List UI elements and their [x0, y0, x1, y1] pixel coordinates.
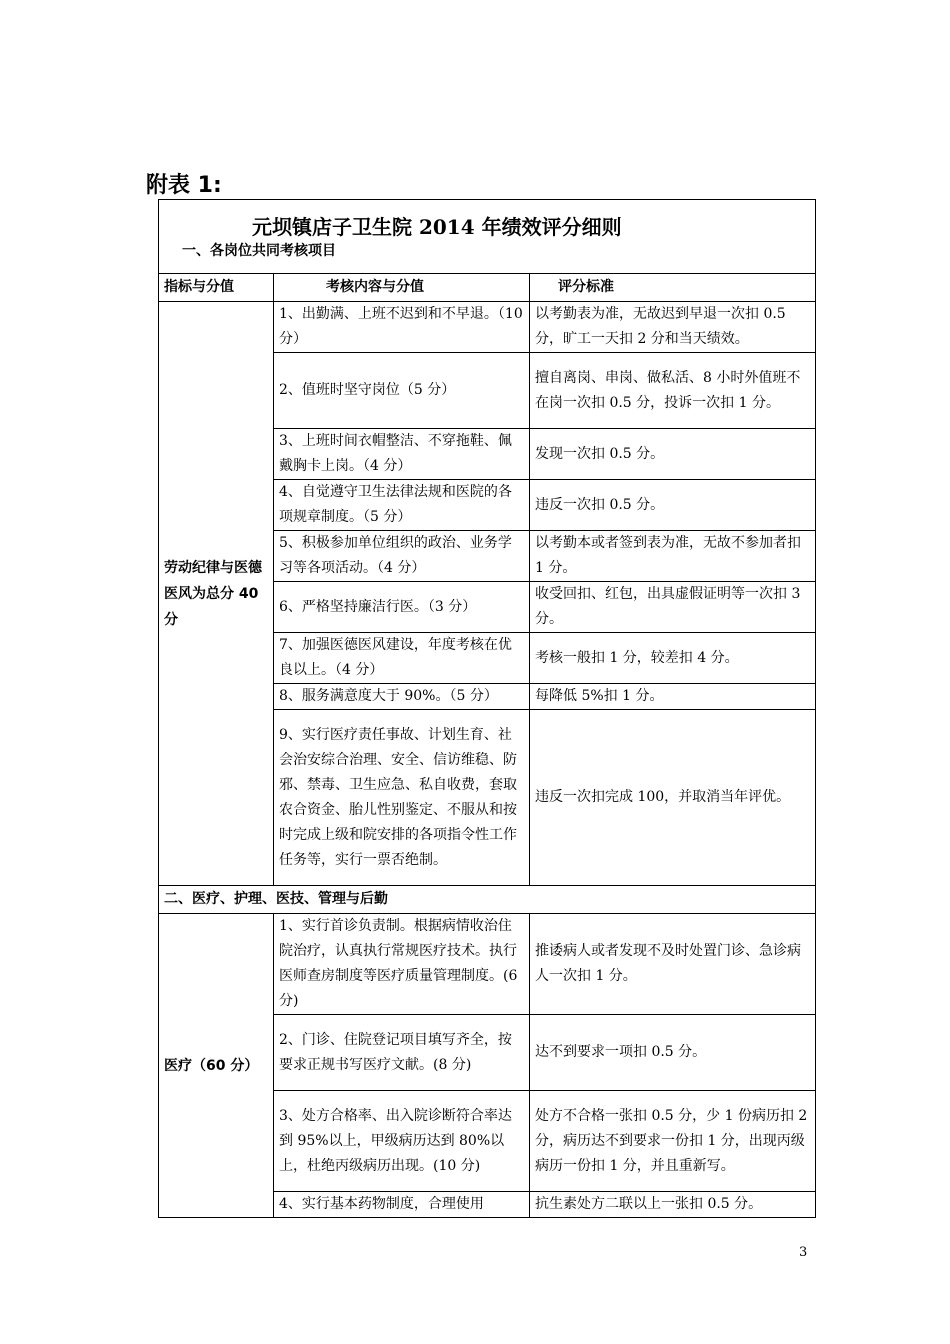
header-standard: 评分标准 — [530, 274, 816, 302]
row-content: 8、服务满意度大于 90%。（5 分） — [274, 684, 530, 710]
row-content: 3、处方合格率、出入院诊断符合率达到 95%以上，甲级病历达到 80%以上，杜绝丙级病历出现。(10 分) — [274, 1091, 530, 1192]
row-standard: 擅自离岗、串岗、做私活、8 小时外值班不在岗一次扣 0.5 分，投诉一次扣 1 分。 — [530, 353, 816, 429]
row-standard: 达不到要求一项扣 0.5 分。 — [530, 1015, 816, 1091]
row-standard: 每降低 5%扣 1 分。 — [530, 684, 816, 710]
header-indicator: 指标与分值 — [159, 274, 274, 302]
row-standard: 收受回扣、红包，出具虚假证明等一次扣 3 分。 — [530, 582, 816, 633]
document-title: 元坝镇店子卫生院 2014 年绩效评分细则 — [252, 215, 622, 239]
section-2-heading: 二、医疗、护理、医技、管理与后勤 — [159, 886, 816, 914]
table-header-row — [159, 274, 816, 302]
row-content: 6、严格坚持廉洁行医。（3 分） — [274, 582, 530, 633]
table-title-cell — [159, 200, 816, 274]
section-2-row — [159, 886, 816, 914]
category-medical: 医疗（60 分） — [159, 914, 274, 1218]
row-content: 3、上班时间衣帽整洁、不穿拖鞋、佩戴胸卡上岗。（4 分） — [274, 429, 530, 480]
row-standard: 以考勤表为准，无故迟到早退一次扣 0.5 分，旷工一天扣 2 分和当天绩效。 — [530, 302, 816, 353]
header-content: 考核内容与分值 — [274, 274, 530, 302]
row-content: 7、加强医德医风建设，年度考核在优良以上。（4 分） — [274, 633, 530, 684]
row-content: 1、出勤满、上班不迟到和不早退。（10 分） — [274, 302, 530, 353]
row-standard: 以考勤本或者签到表为准，无故不参加者扣 1 分。 — [530, 531, 816, 582]
row-standard: 考核一般扣 1 分，较差扣 4 分。 — [530, 633, 816, 684]
table-row — [159, 302, 816, 353]
row-standard: 违反一次扣 0.5 分。 — [530, 480, 816, 531]
row-standard: 抗生素处方二联以上一张扣 0.5 分。 — [530, 1192, 816, 1218]
evaluation-table — [158, 199, 816, 1218]
appendix-label: 附表 1: — [146, 173, 222, 198]
row-content: 4、实行基本药物制度，合理使用 — [274, 1192, 530, 1218]
row-content: 4、自觉遵守卫生法律法规和医院的各项规章制度。（5 分） — [274, 480, 530, 531]
table-row — [159, 914, 816, 1015]
section-1-heading: 一、各岗位共同考核项目 — [182, 243, 336, 259]
row-standard: 违反一次扣完成 100，并取消当年评优。 — [530, 710, 816, 886]
category-discipline: 劳动纪律与医德医风为总分 40 分 — [159, 302, 274, 886]
row-standard: 推诿病人或者发现不及时处置门诊、急诊病人一次扣 1 分。 — [530, 914, 816, 1015]
row-content: 5、积极参加单位组织的政治、业务学习等各项活动。（4 分） — [274, 531, 530, 582]
row-content: 2、值班时坚守岗位（5 分） — [274, 353, 530, 429]
row-standard: 处方不合格一张扣 0.5 分，少 1 份病历扣 2 分，病历达不到要求一份扣 1 分，出现丙级病历一份扣 1 分，并且重新写。 — [530, 1091, 816, 1192]
row-content: 2、门诊、住院登记项目填写齐全，按要求正规书写医疗文献。(8 分) — [274, 1015, 530, 1091]
row-content: 1、实行首诊负责制。根据病情收治住院治疗，认真执行常规医疗技术。执行医师查房制度等医疗质量管理制度。(6 分) — [274, 914, 530, 1015]
row-standard: 发现一次扣 0.5 分。 — [530, 429, 816, 480]
page-number: 3 — [799, 1245, 808, 1260]
row-content: 9、实行医疗责任事故、计划生育、社会治安综合治理、安全、信访维稳、防邪、禁毒、卫生应急、私自收费，套取农合资金、胎儿性别鉴定、不服从和按时完成上级和院安排的各项指令性工作任务等，实行一票否绝制。 — [274, 710, 530, 886]
